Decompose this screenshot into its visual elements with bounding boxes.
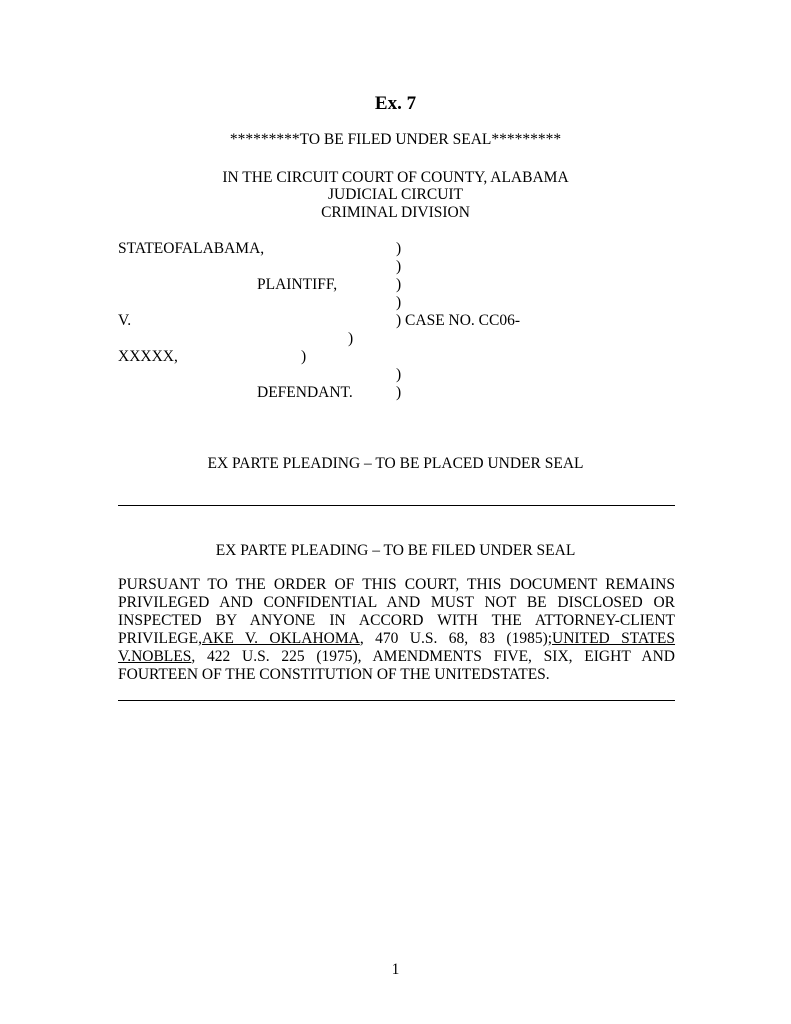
caption-paren: ): [348, 330, 354, 347]
page-number: 1: [391, 961, 400, 978]
bottom-divider: [118, 700, 675, 701]
placed-under-seal-heading: EX PARTE PLEADING – TO BE PLACED UNDER SEAL: [207, 455, 584, 472]
caption-paren: ): [396, 366, 402, 383]
plaintiff-role: PLAINTIFF,: [257, 276, 338, 293]
notice-text-2: , 470 U.S. 68, 83 (1985);: [359, 630, 553, 647]
confidentiality-notice: [118, 576, 675, 684]
court-name: IN THE CIRCUIT COURT OF COUNTY, ALABAMA: [222, 169, 569, 186]
seal-banner: *********TO BE FILED UNDER SEAL*********: [229, 131, 562, 148]
caption-paren: ): [396, 276, 402, 293]
criminal-division: CRIMINAL DIVISION: [321, 204, 470, 221]
top-divider: [118, 505, 675, 506]
judicial-circuit: JUDICIAL CIRCUIT: [327, 186, 464, 203]
caption-paren: ): [301, 348, 307, 365]
caption-paren: ): [396, 294, 402, 311]
defendant-role: DEFENDANT.: [257, 384, 353, 401]
versus: V.: [118, 312, 132, 329]
case-number: ) CASE NO. CC06-: [396, 312, 521, 329]
exhibit-title: Ex. 7: [374, 93, 417, 114]
caption-paren: ): [396, 258, 402, 275]
filed-under-seal-heading: EX PARTE PLEADING – TO BE FILED UNDER SEAL: [215, 542, 576, 559]
plaintiff-name: STATEOFALABAMA,: [118, 240, 265, 257]
caption-paren: ): [396, 240, 402, 257]
notice-text-3: , 422 U.S. 225 (1975), AMENDMENTS FIVE, SIX, EIGHT AND FOURTEEN OF THE CONSTITUTION OF THE UNITEDSTATES.: [118, 648, 675, 683]
notice-text-1: PURSUANT TO THE ORDER OF THIS COURT, THIS DOCUMENT REMAINS PRIVILEGED AND CONFIDENTIAL AND MUST NOT BE DISCLOSED OR INSPECTED BY ANYONE IN ACCORD WITH THE ATTORNEY-CLIENT PRIVILEGE,: [118, 576, 675, 647]
case-citation-nobles: UNITED STATES V.NOBLES: [118, 630, 676, 665]
case-citation-ake: AKE V. OKLAHOMA: [201, 630, 360, 647]
defendant-name: XXXXX,: [118, 348, 178, 365]
caption-paren: ): [396, 384, 402, 401]
